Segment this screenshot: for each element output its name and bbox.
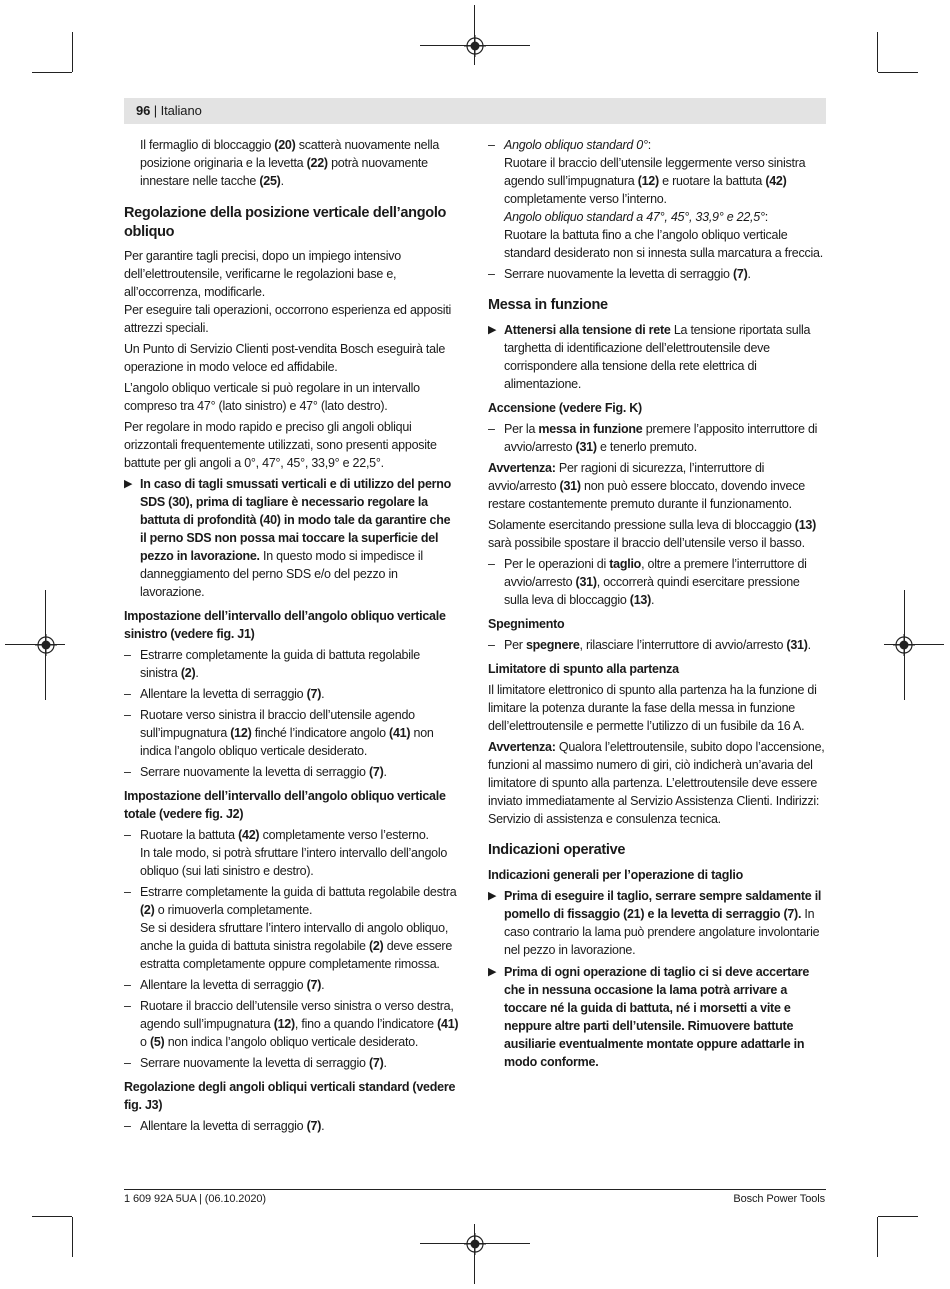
list-item: – Allentare la levetta di serraggio (7). (124, 1117, 459, 1135)
triangle-right-icon: ▶ (488, 966, 497, 978)
list-item: – Per le operazioni di taglio, oltre a premere l’interruttore di avvio/arresto (31), occorrerà quindi esercitare pressione sulla leva di bloccaggio (13). (488, 555, 825, 609)
subheading-j2: Impostazione dell’intervallo dell’angolo obliquo verticale totale (vedere fig. J2) (124, 789, 446, 821)
registration-mark-icon (464, 1233, 486, 1255)
triangle-right-icon: ▶ (488, 324, 497, 336)
list-item: – Ruotare il braccio dell’utensile verso sinistra o verso destra, agendo sull’impugnatura (12), fino a quando l’indicatore (41) o (5) non indica l’angolo obliquo verticale desiderato. (124, 997, 459, 1051)
list-item: – Serrare nuovamente la levetta di serraggio (7). (488, 265, 825, 283)
registration-mark-icon (464, 35, 486, 57)
warning-sds: ▶ In caso di tagli smussati verticali e di utilizzo del perno SDS (30), prima di tagliare è necessario regolare la battuta di profondità (40) in modo tale da garantire che il perno SDS non possa mai toccare la superficie del pezzo in lavorazione. In questo modo si impedisce il danneggiamento del perno SDS e/o del pezzo in lavorazione. (124, 477, 452, 599)
subheading-limitatore: Limitatore di spunto alla partenza (488, 662, 679, 676)
subheading-spegnimento: Spegnimento (488, 617, 565, 631)
list-item: – Angolo obliquo standard 0°: Ruotare il braccio dell’utensile leggermente verso sinistra agendo sull’impugnatura (12) e ruotare la battuta (42) completamente verso l’interno. Angolo obliquo standard a 47°, 45°, 33,9° e 22,5°: Ruotare la battuta fino a che l’angolo obliquo verticale standard desiderato non si innesta sulla marcatura a freccia. (488, 136, 825, 262)
warning-tensione: ▶ Attenersi alla tensione di rete La tensione riportata sulla targhetta di identificazione dell’elettroutensile deve corrispondere alla tensione della rete elettrica di alimentazione. (488, 323, 811, 391)
section-heading-messa-in-funzione: Messa in funzione (488, 297, 608, 313)
paragraph: Per eseguire tali operazioni, occorrono esperienza ed appositi attrezzi speciali. (124, 303, 452, 335)
list-item: – Ruotare verso sinistra il braccio dell’utensile agendo sull’impugnatura (12) finché l’indicatore angolo (41) non indica l’angolo obliquo verticale desiderato. (124, 706, 459, 760)
crop-mark (32, 1216, 72, 1217)
note-paragraph: Avvertenza: Per ragioni di sicurezza, l’interruttore di avvio/arresto (31) non può essere bloccato, dovendo invece restare costantemente premuto durante il funzionamento. (488, 461, 805, 511)
registration-mark-icon (893, 634, 915, 656)
subheading-generali: Indicazioni generali per l’operazione di taglio (488, 868, 743, 882)
intro-paragraph: Il fermaglio di bloccaggio (20) scatterà nuovamente nella posizione originaria e la levetta (22) potrà nuovamente innestare nelle tacche (25). (140, 138, 440, 188)
subheading-j1: Impostazione dell’intervallo dell’angolo obliquo verticale sinistro (vedere fig. J1) (124, 609, 446, 641)
list-item: – Serrare nuovamente la levetta di serraggio (7). (124, 763, 459, 781)
crop-mark (72, 1217, 73, 1257)
left-column (124, 136, 459, 1138)
section-heading-indicazioni: Indicazioni operative (488, 842, 626, 858)
header-bar (124, 98, 826, 124)
triangle-right-icon: ▶ (124, 478, 133, 490)
triangle-right-icon: ▶ (488, 890, 497, 902)
crop-mark (72, 32, 73, 72)
registration-mark-icon (35, 634, 57, 656)
warning-serrare: ▶ Prima di eseguire il taglio, serrare sempre saldamente il pomello di fissaggio (21) e la levetta di serraggio (7). In caso contrario la lama può prendere angolature involontarie nel pezzo in lavorazione. (488, 889, 822, 957)
subheading-j3: Regolazione degli angoli obliqui verticali standard (vedere fig. J3) (124, 1080, 456, 1112)
paragraph: Il limitatore elettronico di spunto alla partenza ha la funzione di limitare la potenza durante la fase della messa in funzione dell’elettroutensile e permette l’utilizzo di un fusibile da 16 A. (488, 683, 817, 733)
list-item: – Allentare la levetta di serraggio (7). (124, 685, 459, 703)
paragraph: L’angolo obliquo verticale si può regolare in un intervallo compreso tra 47° (lato sinistro) e 47° (lato destro). (124, 381, 420, 413)
crop-mark (877, 1217, 878, 1257)
header-separator: | (153, 103, 158, 118)
crop-mark (878, 72, 918, 73)
note-paragraph: Avvertenza: Qualora l’elettroutensile, subito dopo l’accensione, funzioni al massimo numero di giri, ciò indicherà un’avaria del limitatore di spunto alla partenza. L’elettroutensile deve essere inviato immediatamente al Servizio Assistenza Clienti. Indirizzi: Servizio di assistenza e consulenza tecnica. (488, 740, 825, 826)
section-heading-regolazione: Regolazione della posizione verticale dell’angolo obliquo (124, 205, 447, 240)
paragraph: Solamente esercitando pressione sulla leva di bloccaggio (13) sarà possibile spostare il braccio dell’utensile verso il basso. (488, 518, 817, 550)
paragraph: Un Punto di Servizio Clienti post-vendita Bosch eseguirà tale operazione in modo veloce ed affidabile. (124, 342, 446, 374)
list-item: – Per la messa in funzione premere l’apposito interruttore di avvio/arresto (31) e tenerlo premuto. (488, 420, 825, 456)
list-item: – Per spegnere, rilasciare l’interruttore di avvio/arresto (31). (488, 636, 825, 654)
footer-divider (124, 1189, 826, 1190)
list-item: – Estrarre completamente la guida di battuta regolabile sinistra (2). (124, 646, 459, 682)
crop-mark (878, 1216, 918, 1217)
paragraph: Per regolare in modo rapido e preciso gli angoli obliqui orizzontali frequentemente utilizzati, sono presenti apposite battute per gli angoli a 0°, 47°, 45°, 33,9° e 22,5°. (124, 420, 437, 470)
right-column (488, 136, 825, 1074)
crop-mark (32, 72, 72, 73)
subheading-accensione: Accensione (vedere Fig. K) (488, 401, 642, 415)
header-language: Italiano (160, 103, 202, 118)
list-item: – Allentare la levetta di serraggio (7). (124, 976, 459, 994)
list-item: – Ruotare la battuta (42) completamente verso l’esterno. In tale modo, si potrà sfruttare l’intero intervallo dell’angolo obliquo (sui lati sinistro e destro). (124, 826, 459, 880)
page-header (136, 103, 202, 119)
page-number: 96 (136, 103, 151, 118)
list-item: – Serrare nuovamente la levetta di serraggio (7). (124, 1054, 459, 1072)
footer-brand: Bosch Power Tools (733, 1193, 825, 1205)
list-item: – Estrarre completamente la guida di battuta regolabile destra (2) o rimuoverla completamente. Se si desidera sfruttare l’intero intervallo di angolo obliquo, anche la guida di battuta sinistra regolabile (2) deve essere estratta completamente oppure completamente rimossa. (124, 883, 459, 973)
crop-mark (877, 32, 878, 72)
footer-doc-id: 1 609 92A 5UA | (06.10.2020) (124, 1193, 266, 1205)
paragraph: Per garantire tagli precisi, dopo un impiego intensivo dell’elettroutensile, verificarne le regolazioni base e, all’occorrenza, modificarle. (124, 249, 401, 299)
warning-lama: ▶ Prima di ogni operazione di taglio ci si deve accertare che in nessuna occasione la lama potrà arrivare a toccare né la guida di battuta, né i morsetti a vite e neppure altre parti dell’utensile. Rimuovere battute ausiliarie eventualmente montate oppure adattarle in modo conforme. (488, 965, 810, 1069)
